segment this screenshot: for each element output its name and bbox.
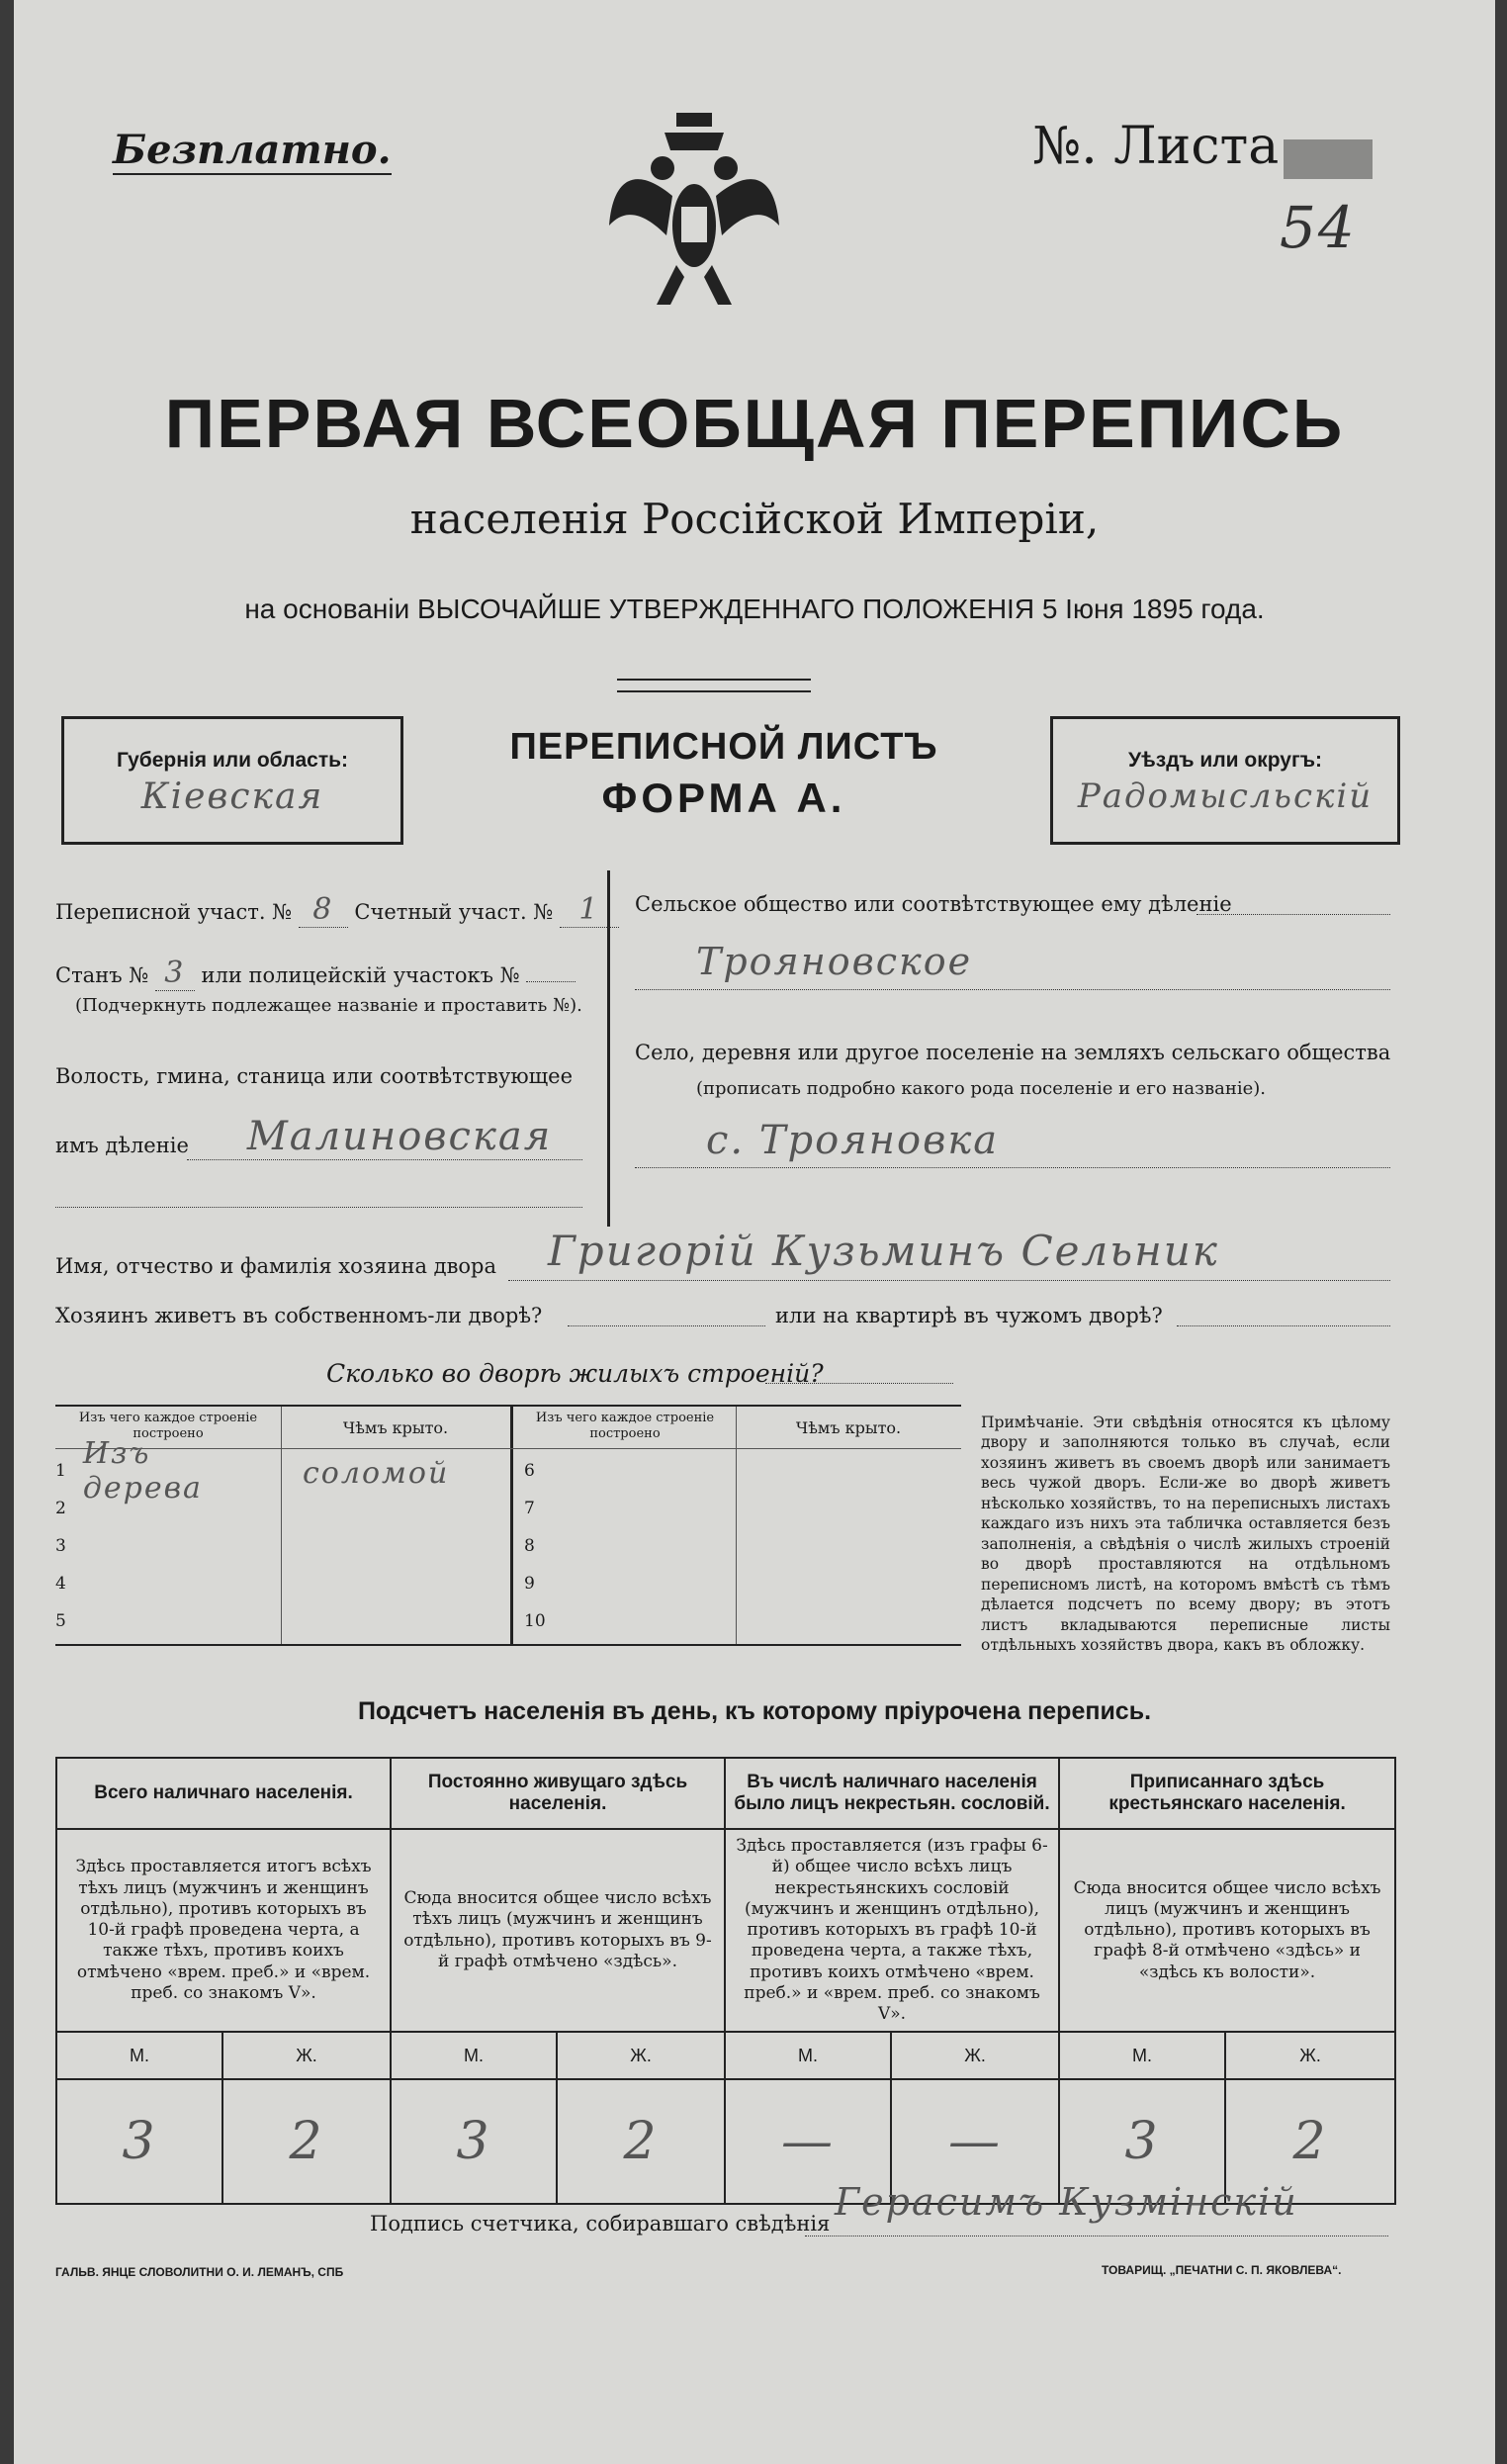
volost-label: Волость, гмина, станица или соотвѣтствующее xyxy=(55,1064,574,1088)
count-title: Подсчетъ населенія въ день, къ которому пріурочена перепись. xyxy=(357,1697,1152,1725)
buildings-note: Примѣчаніе. Эти свѣдѣнія относятся къ цѣлому двору и заполняются только въ случаѣ, если хозяинъ живетъ въ своемъ дворѣ или занимаетъ весь чужой дворъ. Если-же во дворѣ живетъ нѣсколько хозяйствъ, то на переписныхъ листахъ каждаго изъ нихъ эта табличка оставляется безъ заполненія, а свѣдѣнія о числѣ жилыхъ строеній во дворѣ проставляются на отдѣльномъ переписномъ листѣ, на которомъ вмѣстѣ съ тѣмъ дѣлается подсчетъ по всему двору; въ этотъ листъ вкладываются переписные листы отдѣльныхъ хозяйствъ двора, какъ въ обложку. xyxy=(981,1414,1390,1654)
count-col-3-male: — xyxy=(725,2079,891,2204)
own-yard-line xyxy=(568,1325,765,1326)
male-header: М. xyxy=(1059,2032,1225,2079)
count-col-4-male: 3 xyxy=(1059,2079,1225,2204)
rent-label: или на квартирѣ въ чужомъ дворѣ? xyxy=(775,1304,1163,1327)
count-col-2-header: Постоянно живущаго здѣсь населенія. xyxy=(391,1758,725,1829)
count-col-3-female: — xyxy=(891,2079,1059,2204)
district-value: Радомысльскій xyxy=(1077,776,1374,816)
female-header: Ж. xyxy=(557,2032,725,2079)
census-district-value: 8 xyxy=(299,892,348,928)
signature-value: Герасимъ Кузмінскій xyxy=(835,2180,1298,2224)
province-value: Кіевская xyxy=(140,776,324,817)
society-line-1 xyxy=(1197,914,1390,915)
owner-name-value: Григорій Кузьминъ Сельник xyxy=(548,1227,1219,1275)
female-header: Ж. xyxy=(222,2032,391,2079)
district-label: Уѣздъ или округъ: xyxy=(1127,749,1323,772)
police-label: или полицейскій участокъ № xyxy=(201,963,520,987)
building-roof: соломой xyxy=(303,1456,450,1491)
building-row-number: 6 xyxy=(524,1461,535,1481)
count-col-1-female: 2 xyxy=(222,2079,391,2204)
building-row xyxy=(524,1490,736,1527)
footer-right: ТОВАРИЩ. „ПЕЧАТНИ С. П. ЯКОВЛЕВА“. xyxy=(1102,2263,1342,2277)
stan-value: 3 xyxy=(155,956,195,991)
building-row xyxy=(524,1602,736,1640)
society-value: Трояновское xyxy=(696,940,973,983)
female-header: Ж. xyxy=(1225,2032,1395,2079)
building-row-number: 7 xyxy=(524,1499,535,1518)
count-col-3-text: Здѣсь проставляется (изъ графы 6-й) общее число всѣхъ лицъ некрестьянскихъ сословій (мужчинъ и женщинъ отдѣльно), противъ которыхъ въ графѣ 10-й проведена черта, а также тѣхъ, противъ коихъ отмѣчено «врем. преб.» и «врем. преб. со знакомъ V». xyxy=(725,1829,1059,2032)
census-sheet xyxy=(14,0,1495,2464)
owner-name-label: Имя, отчество и фамилія хозяина двора xyxy=(55,1254,497,1278)
double-headed-eagle-emblem xyxy=(607,107,781,324)
society-label: Сельское общество или соотвѣтствующее ему дѣленіе xyxy=(635,892,1232,916)
male-header: М. xyxy=(725,2032,891,2079)
footer-left: ГАЛЬВ. ЯНЦЕ СЛОВОЛИТНИ О. И. ЛЕМАНЪ, СПБ xyxy=(55,2265,344,2279)
building-row xyxy=(524,1452,736,1490)
count-col-1-male: 3 xyxy=(56,2079,222,2204)
building-material: Изъ дерева xyxy=(82,1436,203,1506)
count-col-2-male: 3 xyxy=(391,2079,557,2204)
sheet-number xyxy=(1032,117,1373,179)
building-row xyxy=(55,1436,281,1506)
material-header-right: Изъ чего каждое строеніе построено xyxy=(535,1411,715,1441)
male-header: М. xyxy=(391,2032,557,2079)
building-row xyxy=(524,1527,736,1565)
roof-header-right: Чѣмъ крыто. xyxy=(795,1418,902,1437)
volost-line-1 xyxy=(187,1159,582,1160)
volost-line-2 xyxy=(55,1207,582,1208)
building-row xyxy=(524,1565,736,1602)
count-col-1-header: Всего наличнаго населенія. xyxy=(56,1758,391,1829)
building-row-number: 3 xyxy=(55,1536,66,1556)
count-table xyxy=(55,1757,1394,2205)
buildings-question: Сколько во дворѣ жилыхъ строеній? xyxy=(326,1359,824,1388)
sheet-number-label: №. Листа xyxy=(1032,117,1280,176)
count-col-2-text: Сюда вносится общее число всѣхъ тѣхъ лицъ (мужчинъ и женщинъ отдѣльно), противъ которыхъ въ 9-й графѣ отмѣчено «здѣсь». xyxy=(391,1829,725,2032)
roof-header-left: Чѣмъ крыто. xyxy=(342,1418,449,1437)
building-row-number: 1 xyxy=(55,1461,66,1481)
ornament-divider xyxy=(617,679,811,692)
building-row xyxy=(55,1527,281,1565)
census-district-row xyxy=(55,892,619,928)
count-district-label: Счетный участ. № xyxy=(354,900,554,924)
society-line-2 xyxy=(635,989,1390,990)
material-header-left: Изъ чего каждое строеніе построено xyxy=(78,1411,258,1441)
female-header: Ж. xyxy=(891,2032,1059,2079)
building-row xyxy=(55,1565,281,1602)
count-col-2-female: 2 xyxy=(557,2079,725,2204)
province-label: Губернія или область: xyxy=(116,749,349,772)
basis-line: на основаніи ВЫСОЧАЙШЕ УТВЕРЖДЕННАГО ПОЛОЖЕНІЯ 5 Іюня 1895 года. xyxy=(244,593,1265,624)
count-col-1-text: Здѣсь проставляется итогъ всѣхъ тѣхъ лицъ (мужчинъ и женщинъ отдѣльно), противъ которыхъ въ 10-й графѣ проведена черта, а также тѣхъ, противъ коихъ отмѣчено «врем. преб.» и «врем. преб. со знакомъ V». xyxy=(56,1829,391,2032)
owner-name-line xyxy=(508,1280,1390,1281)
rent-line xyxy=(1177,1325,1390,1326)
village-note: (прописать подробно какого рода поселеніе и его названіе). xyxy=(696,1078,1266,1099)
stan-row xyxy=(55,956,576,991)
underline-note: (Подчеркнуть подлежащее названіе и проставить №). xyxy=(75,995,582,1016)
village-value: с. Трояновка xyxy=(706,1118,1000,1163)
form-header xyxy=(61,716,1396,839)
own-yard-label: Хозяинъ живетъ въ собственномъ-ли дворѣ? xyxy=(55,1304,543,1327)
village-line xyxy=(635,1167,1390,1168)
buildings-table xyxy=(55,1405,961,1646)
volost-value: Малиновская xyxy=(246,1114,553,1159)
division-label: имъ дѣленіе xyxy=(55,1134,189,1157)
count-col-4-header: Приписаннаго здѣсь крестьянскаго населенія. xyxy=(1059,1758,1395,1829)
subtitle: населенія Россійской Имперіи, xyxy=(409,495,1100,543)
building-row-number: 9 xyxy=(524,1574,535,1594)
form-title-line-1: ПЕРЕПИСНОЙ ЛИСТЪ xyxy=(509,726,938,768)
free-label: Безплатно. xyxy=(113,127,392,173)
signature-label: Подпись счетчика, собиравшаго свѣдѣнія xyxy=(370,2212,831,2236)
buildings-line xyxy=(765,1383,953,1384)
building-row-number: 2 xyxy=(55,1499,66,1518)
province-box xyxy=(61,716,403,845)
male-header: М. xyxy=(56,2032,222,2079)
count-district-value: 1 xyxy=(560,892,619,928)
district-box xyxy=(1050,716,1400,845)
form-title-line-2: ФОРМА А. xyxy=(601,775,846,821)
building-row-number: 5 xyxy=(55,1611,66,1631)
main-title: ПЕРВАЯ ВСЕОБЩАЯ ПЕРЕПИСЬ xyxy=(164,385,1345,462)
count-col-3-header: Въ числѣ наличнаго населенія было лицъ некрестьян. сословій. xyxy=(725,1758,1059,1829)
building-row-number: 10 xyxy=(524,1611,546,1631)
form-title xyxy=(407,716,1040,839)
stan-label: Станъ № xyxy=(55,963,149,987)
building-row-number: 4 xyxy=(55,1574,66,1594)
count-col-4-text: Сюда вносится общее число всѣхъ лицъ (мужчинъ и женщинъ отдѣльно), противъ которыхъ въ графѣ 8-й отмѣчено «здѣсь» и «здѣсь къ волости». xyxy=(1059,1829,1395,2032)
village-label: Село, деревня или другое поселеніе на земляхъ сельскаго общества xyxy=(635,1041,1391,1064)
building-row xyxy=(55,1602,281,1640)
sheet-number-value: 54 xyxy=(1280,194,1357,261)
count-col-4-female: 2 xyxy=(1225,2079,1395,2204)
census-district-label: Переписной участ. № xyxy=(55,900,293,924)
building-row-number: 8 xyxy=(524,1536,535,1556)
